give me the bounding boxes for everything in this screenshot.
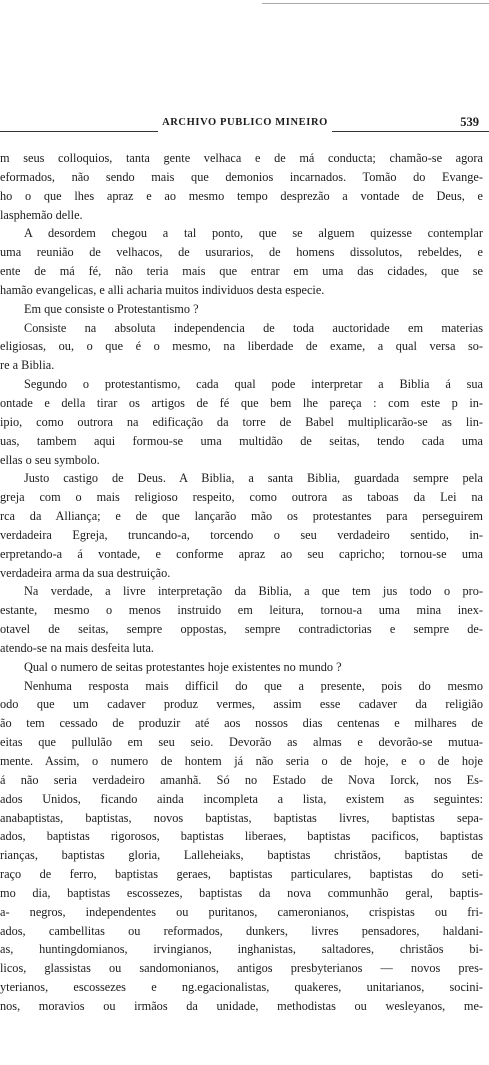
text-line: hamão evangelicas, e alli acharia muitos individuos desta especie. (0, 282, 325, 297)
text-line: yterianos, escossezes e ng.egacionalistas, quakeres, unitarianos, socini- (0, 980, 483, 995)
text-line: ho o que lhes apraz e ao mesmo tempo desprezão a vontade de Deus, e (0, 188, 483, 203)
page-number: 539 (460, 115, 479, 129)
text-line: Nenhuma resposta mais difficil do que a presente, pois do mesmo (24, 678, 483, 693)
text-line: eligiosas, ou, o que é o mesmo, na liberdade de exame, a qual versa so- (0, 339, 483, 354)
text-line: uas, tambem aqui formou-se uma multidão de seitas, tendo cada uma (0, 433, 483, 448)
text-line: ão tem cessado de produzir até aos nossos dias centenas e milhares de (0, 716, 483, 731)
text-line: odo que um cadaver produz vermes, assim esse cadaver da religião (0, 697, 483, 712)
text-line: ipio, como outrora na edificação da torre de Babel multiplicarão-se as lin- (0, 414, 483, 429)
text-line: re a Biblia. (0, 358, 55, 373)
text-line: rianças, baptistas gloria, Lalleheiaks, baptistas christãos, baptistas de (0, 848, 483, 863)
text-line: lasphemão delle. (0, 207, 83, 222)
text-line: a- negros, independentes ou puritanos, cameronianos, crispistas ou fri- (0, 904, 483, 919)
text-line: anabaptistas, baptistas, novos baptistas, baptistas livres, baptistas sepa- (0, 810, 483, 825)
text-line: verdadeira Egreja, truncando-a, torcendo o seu verdadeiro sentido, in- (0, 527, 483, 542)
text-line: Segundo o protestantismo, cada qual pode interpretar a Biblia á sua (24, 377, 483, 392)
header-title: ARCHIVO PUBLICO MINEIRO (162, 117, 328, 128)
header-rule-left (0, 131, 158, 132)
running-header (0, 117, 489, 137)
text-line: ados, baptistas rigorosos, baptistas liberaes, baptistas pacificos, baptistas (0, 829, 483, 844)
text-line: mente. Assim, o numero de hontem já não seria o de hoje, e o de hoje (0, 754, 483, 768)
text-line: Consiste na absoluta independencia de toda auctoridade em materias (24, 320, 483, 335)
text-line: Justo castigo de Deus. A Biblia, a santa Biblia, guardada sempre pela (24, 471, 483, 486)
text-line: A desordem chegou a tal ponto, que se alguem quizesse contemplar (24, 226, 483, 241)
top-edge-rule (262, 3, 489, 4)
text-line: ente de má fé, não teria mais que entrar em uma das cidades, que se (0, 264, 483, 279)
text-line: ontade e della tirar os artigos de fé que bem lhe pareça : com este p in- (0, 395, 483, 410)
text-line: otavel de seitas, sempre oppostas, sempre contradictorias e sempre de- (0, 622, 483, 637)
text-line: rca da Alliança; e de que lançarão mão os protestantes para perseguirem (0, 509, 483, 524)
text-line: uma reunião de velhacos, de usurarios, de homens dissolutos, rebeldes, e (0, 245, 483, 260)
text-line: atendo-se na mais desfeita luta. (0, 640, 154, 655)
text-line: Na verdade, a livre interpretação da Biblia, a que tem jus todo o pro- (24, 584, 483, 599)
text-line: m seus colloquios, tanta gente velhaca e de má conducta; chamão-se agora (0, 151, 483, 165)
header-rule-right (332, 131, 489, 132)
text-line: eitas que pullulão em seu seio. Devorão as almas e devorão-se mutua- (0, 735, 483, 750)
text-line: Qual o numero de seitas protestantes hoje existentes no mundo ? (24, 659, 342, 674)
text-line: greja com o mais religioso respeito, como outrora as taboas da Lei na (0, 490, 483, 505)
text-line: ados, cambellitas ou reformados, dunkers, livres pensadores, haldani- (0, 923, 483, 938)
text-line: nos, moravios ou irmãos da unidade, methodistas ou wesleyanos, me- (0, 998, 483, 1013)
text-line: mo dia, baptistas escossezes, baptistas da nova communhão geral, baptis- (0, 885, 483, 900)
text-line: á não seria verdadeiro amanhã. Só no Estado de Nova Iorck, nos Es- (0, 772, 483, 787)
text-line: estante, mesmo o menos instruido em leitura, tornou-a uma mina inex- (0, 603, 483, 618)
body-text (0, 149, 489, 1016)
text-line: Em que consiste o Protestantismo ? (24, 301, 199, 316)
text-line: ellas o seu symbolo. (0, 452, 100, 467)
text-line: ados Unidos, ficando ainda incompleta a lista, existem as seguintes: (0, 791, 483, 806)
text-line: erpretando-a á vontade, e conforme apraz ao seu capricho; tornou-se uma (0, 546, 483, 561)
text-line: licos, glassistas ou sandomonianos, antigos presbyterianos — novos pres- (0, 961, 483, 976)
text-line: as, huntingdomianos, irvingianos, inghanistas, saltadores, christãos bi- (0, 942, 483, 957)
text-line: raço de ferro, baptistas geraes, baptistas particulares, baptistas do seti- (0, 867, 483, 882)
text-line: verdadeira arma da sua destruição. (0, 565, 171, 580)
text-line: eformados, não sendo mais que demonios incarnados. Tomão do Evange- (0, 169, 483, 184)
